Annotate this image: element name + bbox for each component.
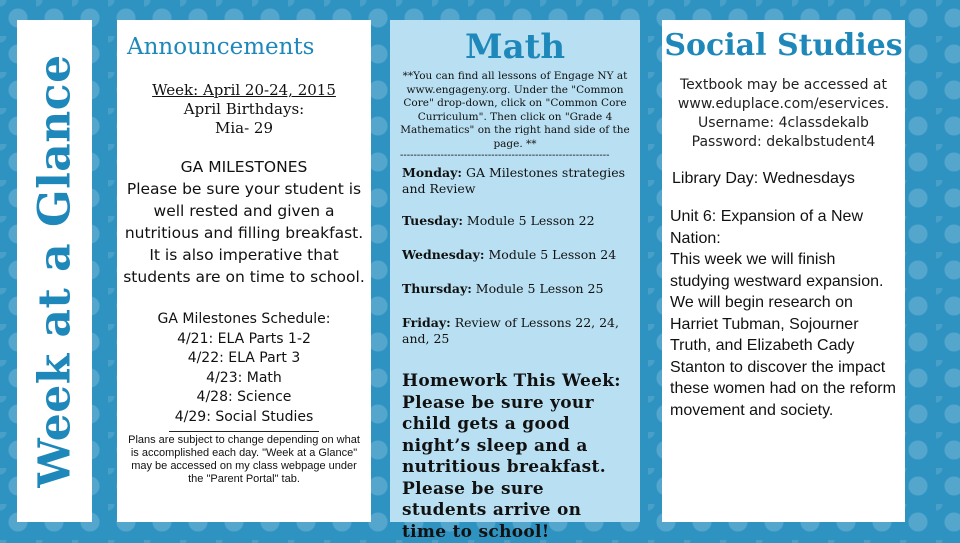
milestones-title: GA MILESTONES	[180, 158, 308, 176]
plans-note: Plans are subject to change depending on what is accomplished each day. "Week at a Glance" may be accessed on my class webpage under the "Parent Portal" tab.	[128, 434, 360, 485]
math-intro: **You can find all lessons of Engage NY at www.engageny.org. Under the "Common Core" drop-down, click on "Common Core Curriculum". Then click on "Grade 4 Mathematics" on the right hand side of the page. **	[400, 70, 630, 150]
textbook-link: Textbook may be accessed at www.eduplace.com/eservices.	[677, 77, 890, 112]
announcements-week: Week: April 20-24, 2015	[152, 81, 336, 99]
schedule-item: 4/23: Math	[206, 369, 282, 386]
birthdays-title: April Birthdays:	[183, 100, 305, 118]
day-label: Friday:	[402, 315, 451, 330]
schedule-item: 4/29: Social Studies	[174, 408, 314, 425]
day-label: Tuesday:	[402, 213, 463, 228]
milestones-section	[117, 156, 371, 288]
day-label: Wednesday:	[402, 247, 485, 262]
math-day-thursday	[390, 281, 640, 297]
math-homework: Homework This Week: Please be sure your child gets a good night’s sleep and a nutritious breakfast. Please be sure students arrive on time to school!	[402, 371, 621, 542]
schedule-item: 4/21: ELA Parts 1-2	[177, 330, 311, 347]
unit-title: Unit 6: Expansion of a New Nation:	[670, 208, 863, 247]
divider	[169, 431, 319, 432]
day-text: GA Milestones strategies and Review	[402, 165, 626, 196]
unit-section	[662, 206, 905, 421]
math-day-tuesday	[390, 213, 640, 229]
birthdays-list: Mia- 29	[214, 119, 274, 137]
social-studies-panel	[662, 20, 905, 522]
milestones-text: Please be sure your student is well rested and given a nutritious and filling breakfast. It is also imperative that students are on time to school.	[123, 180, 365, 286]
math-day-friday	[390, 315, 640, 347]
textbook-info	[662, 76, 905, 152]
username: Username: 4classdekalb	[698, 115, 869, 131]
day-text: Review of Lessons 22, 24, and, 25	[402, 315, 619, 346]
sidebar-title: Week at a Glance	[29, 54, 80, 488]
day-text: Module 5 Lesson 25	[471, 281, 604, 296]
announcements-panel	[117, 20, 371, 522]
social-studies-heading: Social Studies	[664, 28, 903, 63]
math-day-monday	[390, 165, 640, 197]
math-divider: --------------------------------------------------------------	[400, 151, 610, 161]
sidebar-panel	[17, 20, 92, 522]
day-text: Module 5 Lesson 22	[462, 213, 595, 228]
schedule-item: 4/28: Science	[196, 389, 292, 405]
schedule-title: GA Milestones Schedule:	[157, 311, 331, 327]
milestones-schedule	[117, 310, 371, 427]
day-text: Module 5 Lesson 24	[484, 247, 617, 262]
math-day-wednesday	[390, 247, 640, 263]
schedule-item: 4/22: ELA Part 3	[187, 350, 301, 366]
announcements-heading: Announcements	[127, 34, 315, 60]
math-panel	[390, 20, 640, 542]
day-label: Monday:	[402, 165, 462, 180]
day-label: Thursday:	[402, 281, 472, 296]
math-heading: Math	[464, 27, 566, 67]
unit-text: This week we will finish studying westward expansion. We will begin research on Harriet Tubman, Sojourner Truth, and Elizabeth Cady Stanton to discover the impact these women had on the reform movement and society.	[670, 251, 896, 419]
password: Password: dekalbstudent4	[691, 134, 876, 150]
library-day: Library Day: Wednesdays	[672, 170, 855, 187]
